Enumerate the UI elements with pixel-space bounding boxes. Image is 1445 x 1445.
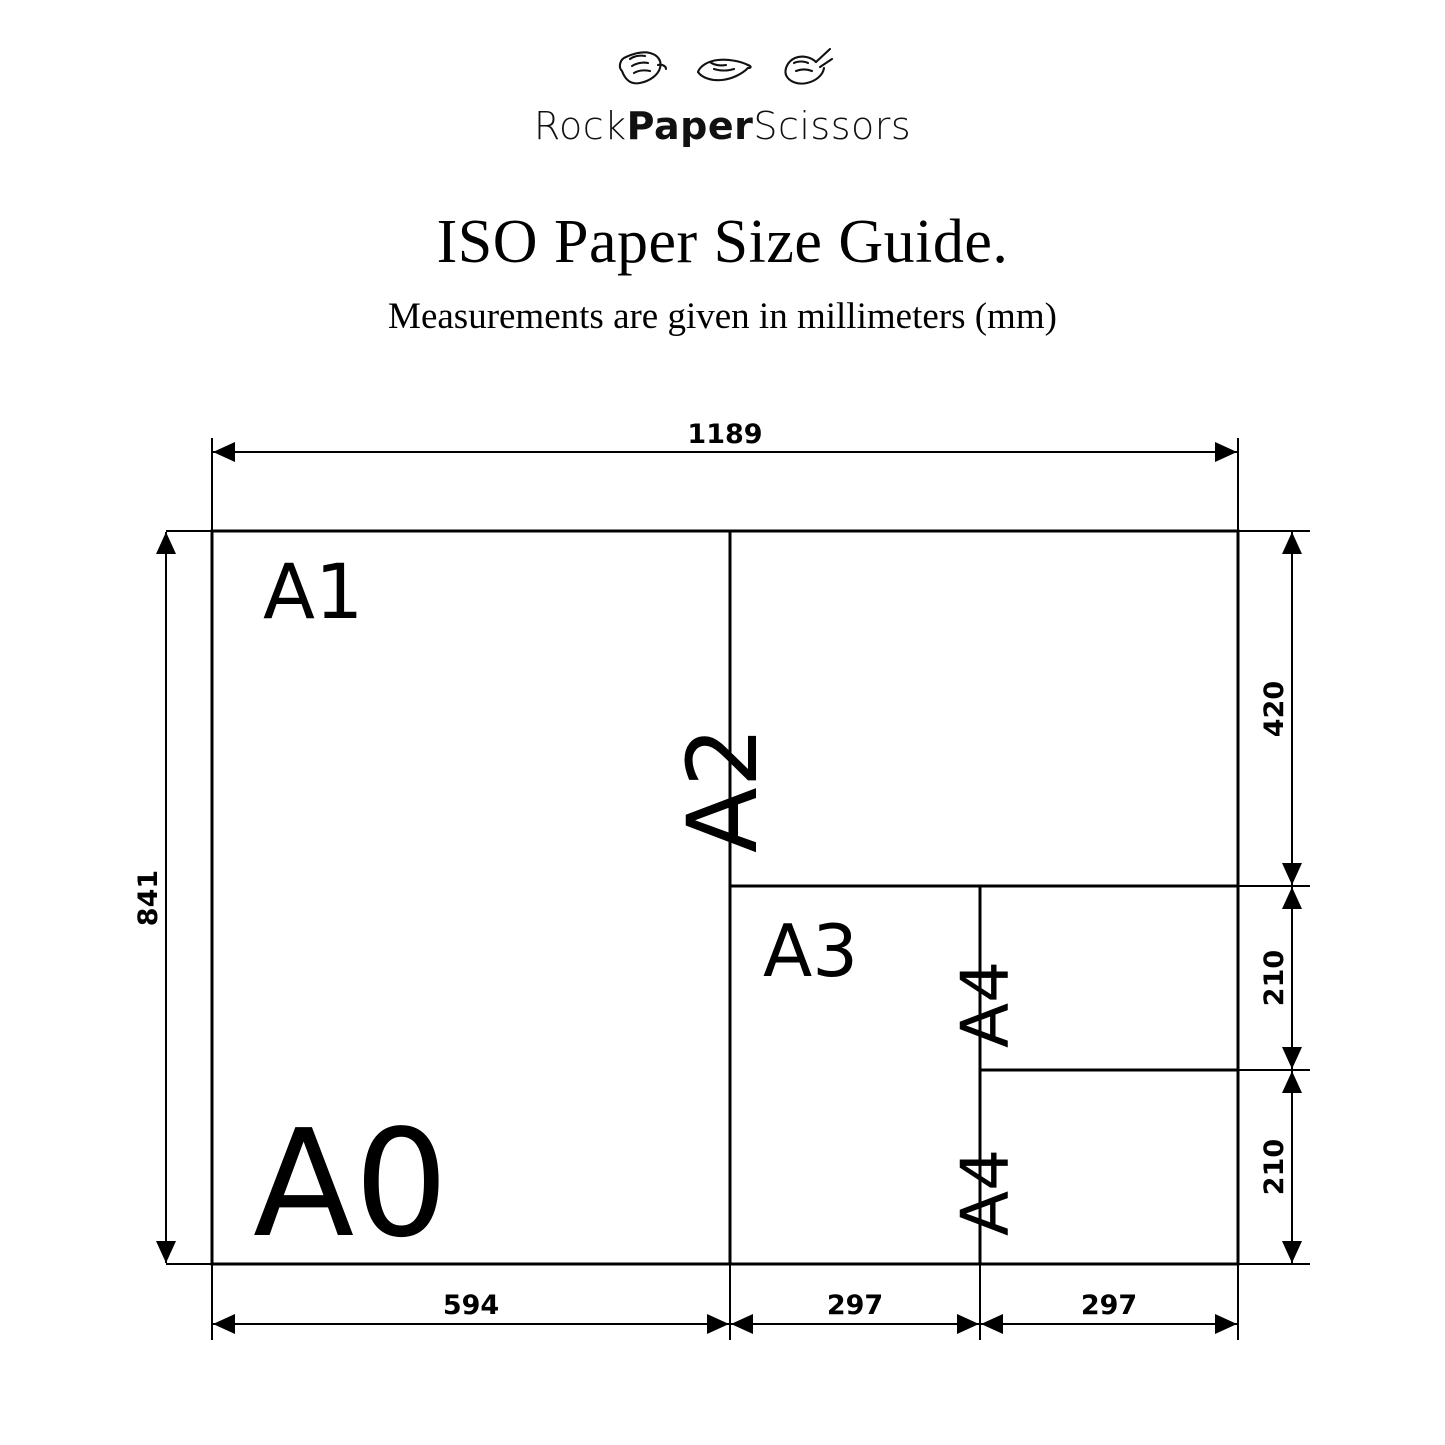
dimension-label-bottom-297-right: 297 (1080, 1290, 1138, 1321)
paper-size-label-a4-lower: A4 (947, 1148, 1024, 1236)
paper-size-label-a1: A1 (263, 547, 364, 636)
dimension-label-bottom-594: 594 (442, 1290, 500, 1321)
page-title: ISO Paper Size Guide. (436, 208, 1009, 276)
page-subtitle: Measurements are given in millimeters (mm) (388, 296, 1057, 337)
paper-size-label-a4-upper: A4 (947, 960, 1024, 1048)
dimension-label-top-width: 1189 (687, 419, 763, 450)
dimension-label-right-210-upper: 210 (1259, 949, 1290, 1007)
dimension-label-bottom-297-left: 297 (826, 1290, 884, 1321)
paper-size-label-a2: A2 (667, 726, 779, 853)
brand-word-rock: Rock (533, 104, 627, 148)
dimension-label-right-420: 420 (1259, 680, 1290, 738)
dimension-label-right-210-lower: 210 (1259, 1138, 1290, 1196)
dimension-label-left-height: 841 (133, 869, 164, 927)
brand-word-paper: Paper (626, 104, 754, 148)
paper-size-label-a0: A0 (253, 1098, 449, 1270)
brand-word-scissors: Scissors (753, 104, 912, 148)
paper-size-label-a3: A3 (763, 909, 859, 993)
